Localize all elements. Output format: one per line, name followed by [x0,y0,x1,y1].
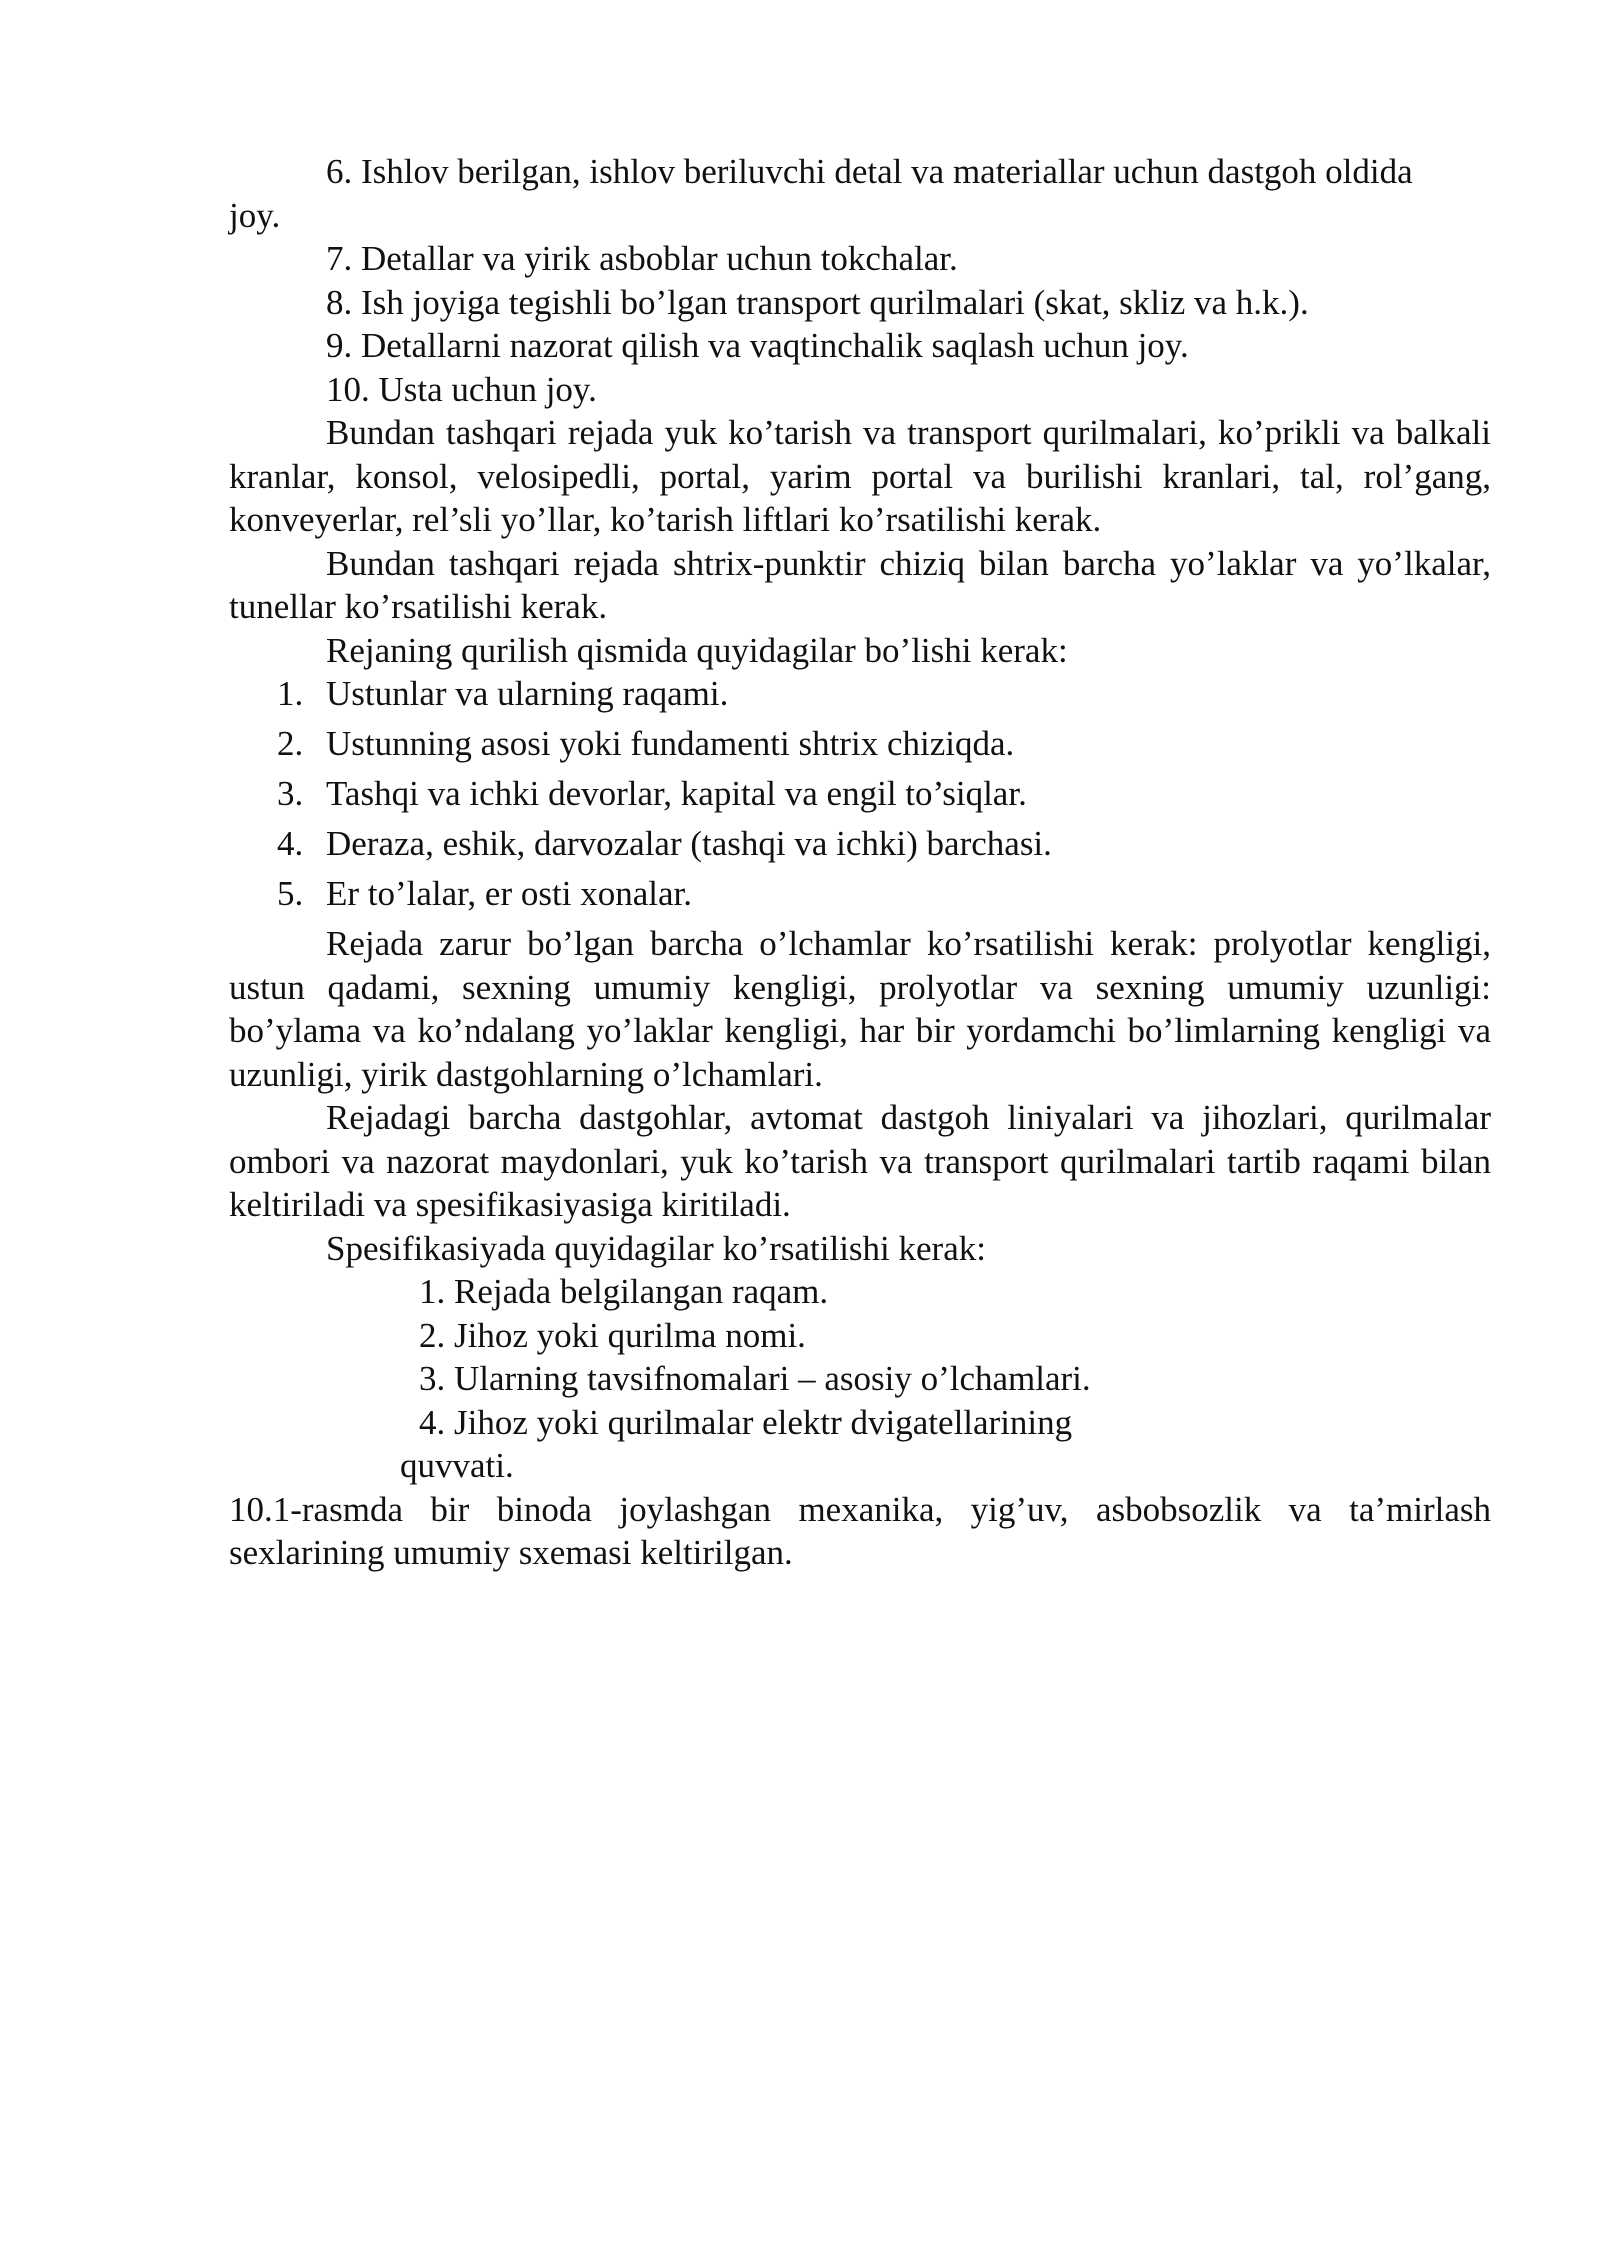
list-item [229,672,1491,722]
list-item [229,772,1491,822]
list-item-6 [229,150,1491,237]
paragraph-passages: Bundan tashqari rejada shtrix-punktir chiziq bilan barcha yo’laklar va yo’lkalar, tunellar ko’rsatilishi kerak. [229,543,1491,626]
list-item-8: 8. Ish joyiga tegishli bo’lgan transport qurilmalari (skat, skliz va h.k.). [326,282,1309,322]
list-item-number: 5. [277,874,304,913]
paragraph-specification-intro: Spesifikasiyada quyidagilar ko’rsatilishi kerak: [326,1228,986,1268]
list-item-text: Ustunning asosi yoki fundamenti shtrix chiziqda. [326,724,1015,763]
list-item-text: 6. Ishlov berilgan, ishlov beriluvchi detal va materiallar uchun dastgoh oldida [326,152,1413,191]
list-item: 2. Jihoz yoki qurilma nomi. [419,1315,806,1355]
list-item-9: 9. Detallarni nazorat qilish va vaqtinchalik saqlash uchun joy. [326,326,1189,365]
list-item-text: 4. Jihoz yoki qurilmalar elektr dvigatellarining [419,1402,1073,1442]
document-page [229,150,1491,1575]
list-item-text: Tashqi va ichki devorlar, kapital va engil to’siqlar. [326,774,1027,813]
list-item [229,1401,1491,1488]
list-item: 3. Ularning tavsifnomalari – asosiy o’lchamlari. [419,1359,1091,1398]
list-item-continuation: quvvati. [400,1446,514,1485]
list-item [229,722,1491,772]
list-item-number: 1. [277,674,304,713]
paragraph-cranes: Bundan tashqari rejada yuk ko’tarish va transport qurilmalari, ko’prikli va balkali kranlar, konsol, velosipedli, portal, yarim portal va burilishi kranlari, tal, rol’gang, konveyerlar, rel’sli yo’llar, ko’tarish liftlari ko’rsatilishi kerak. [229,413,1491,539]
specification-list [229,1270,1491,1488]
list-item-text: Ustunlar va ularning raqami. [326,674,729,713]
paragraph-dimensions: Rejada zarur bo’lgan barcha o’lchamlar ko’rsatilishi kerak: prolyotlar kengligi, ustun qadami, sexning umumiy kengligi, prolyotlar va sexning umumiy uzunligi: bo’ylama va ko’ndalang yo’laklar kengligi, har bir yordamchi bo’limlarning kengligi va uzunligi, yirik dastgohlarning o’lchamlari. [229,924,1491,1094]
list-item: 1. Rejada belgilangan raqam. [419,1272,829,1311]
list-item-text: Deraza, eshik, darvozalar (tashqi va ichki) barchasi. [326,824,1052,863]
construction-list [229,672,1491,922]
list-item [229,822,1491,872]
list-item [229,872,1491,922]
list-item-text: Er to’lalar, er osti xonalar. [326,874,692,913]
paragraph-figure-reference: 10.1-rasmda bir binoda joylashgan mexanika, yig’uv, asbobsozlik va ta’mirlash sexlarining umumiy sxemasi keltirilgan. [229,1489,1491,1572]
list-item-7: 7. Detallar va yirik asboblar uchun tokchalar. [326,239,958,278]
list-item-10: 10. Usta uchun joy. [326,369,597,409]
list-item-continuation: joy. [229,195,281,235]
paragraph-construction-intro: Rejaning qurilish qismida quyidagilar bo’lishi kerak: [326,630,1068,670]
list-item-number: 3. [277,774,304,813]
paragraph-equipment: Rejadagi barcha dastgohlar, avtomat dastgoh liniyalari va jihozlari, qurilmalar ombori va nazorat maydonlari, yuk ko’tarish va transport qurilmalari tartib raqami bilan keltiriladi va spesifikasiyasiga kiritiladi. [229,1098,1491,1224]
list-item-number: 4. [277,824,304,863]
list-item-number: 2. [277,724,304,763]
